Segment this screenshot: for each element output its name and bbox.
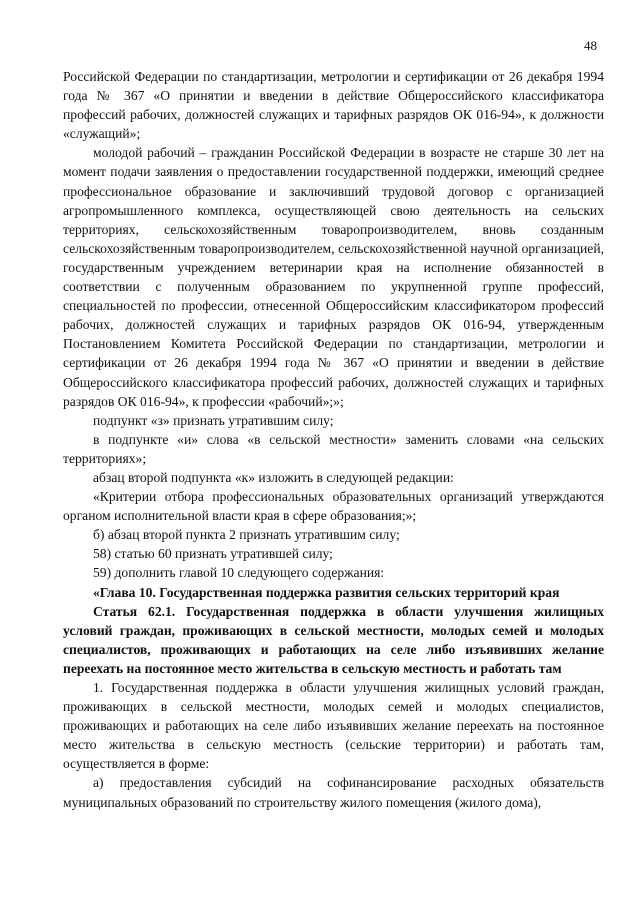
- paragraph-article-point-1: 1. Государственная поддержка в области улучшения жилищных условий граждан, проживающих в сельской местности, молодых семей и молодых специалистов, проживающих и работающих на селе либо изъявивших желание переехать на постоянное место жительства в сельскую местность (сельские территории) и работать там, осуществляется в форме:: [63, 680, 604, 772]
- paragraph-subitem-z: подпункт «з» признать утратившим силу;: [93, 412, 334, 428]
- paragraph-item-58: 58) статью 60 признать утратившей силу;: [93, 546, 333, 562]
- article-heading: Статья 62.1. Государственная поддержка в области улучшения жилищных условий граждан, проживающих в сельской местности, молодых семей и молодых специалистов, проживающих и работающих на селе либо изъявивших желание переехать на постоянное место жительства в сельскую местность и работать там: [63, 603, 604, 676]
- paragraph-continuation: Российской Федерации по стандартизации, метрологии и сертификации от 26 декабря 1994 года № 367 «О принятии и введении в действие Общероссийского классификатора профессий рабочих, должностей служащих и тарифных разрядов ОК 016-94», к должности «служащий»;: [63, 69, 604, 142]
- paragraph-criteria: «Критерии отбора профессиональных образовательных организаций утверждаются органом исполнительной власти края в сфере образования;»;: [63, 489, 604, 524]
- document-body: [63, 67, 604, 812]
- paragraph-item-b: б) абзац второй пункта 2 признать утратившим силу;: [93, 527, 400, 543]
- paragraph-subitem-i: в подпункте «и» слова «в сельской местности» заменить словами «на сельских территориях»;: [63, 431, 604, 466]
- paragraph-young-worker-definition: молодой рабочий – гражданин Российской Федерации в возрасте не старше 30 лет на момент подачи заявления о предоставлении государственной поддержки, имеющий среднее профессиональное образование и заключивший трудовой договор с организацией агропромышленного комплекса, осуществляющей свою деятельность на сельских территориях, сельскохозяйственным товаропроизводителем, вновь созданным сельскохозяйственным товаропроизводителем, сельскохозяйственной научной организацией, государственным учреждением ветеринарии края на исполнение обязанностей в соответствии с полученным образованием по укрупненной группе профессий, специальностей по профессии, отнесенной Общероссийским классификатором профессий рабочих, должностей служащих и тарифных разрядов ОК 016-94, утвержденным Постановлением Комитета Российской Федерации по стандартизации, метрологии и сертификации от 26 декабря 1994 года № 367 «О принятии и введении в действие Общероссийского классификатора профессий рабочих, должностей служащих и тарифных разрядов ОК 016-94», к профессии «рабочий»;»;: [63, 145, 604, 409]
- paragraph-article-point-a: а) предоставления субсидий на софинансирование расходных обязательств муниципальных образований по строительству жилого помещения (жилого дома),: [63, 775, 604, 810]
- paragraph-subitem-k: абзац второй подпункта «к» изложить в следующей редакции:: [93, 469, 454, 485]
- paragraph-item-59: 59) дополнить главой 10 следующего содержания:: [93, 565, 385, 581]
- chapter-heading: «Глава 10. Государственная поддержка развития сельских территорий края: [93, 584, 560, 600]
- page-number: 48: [584, 38, 597, 53]
